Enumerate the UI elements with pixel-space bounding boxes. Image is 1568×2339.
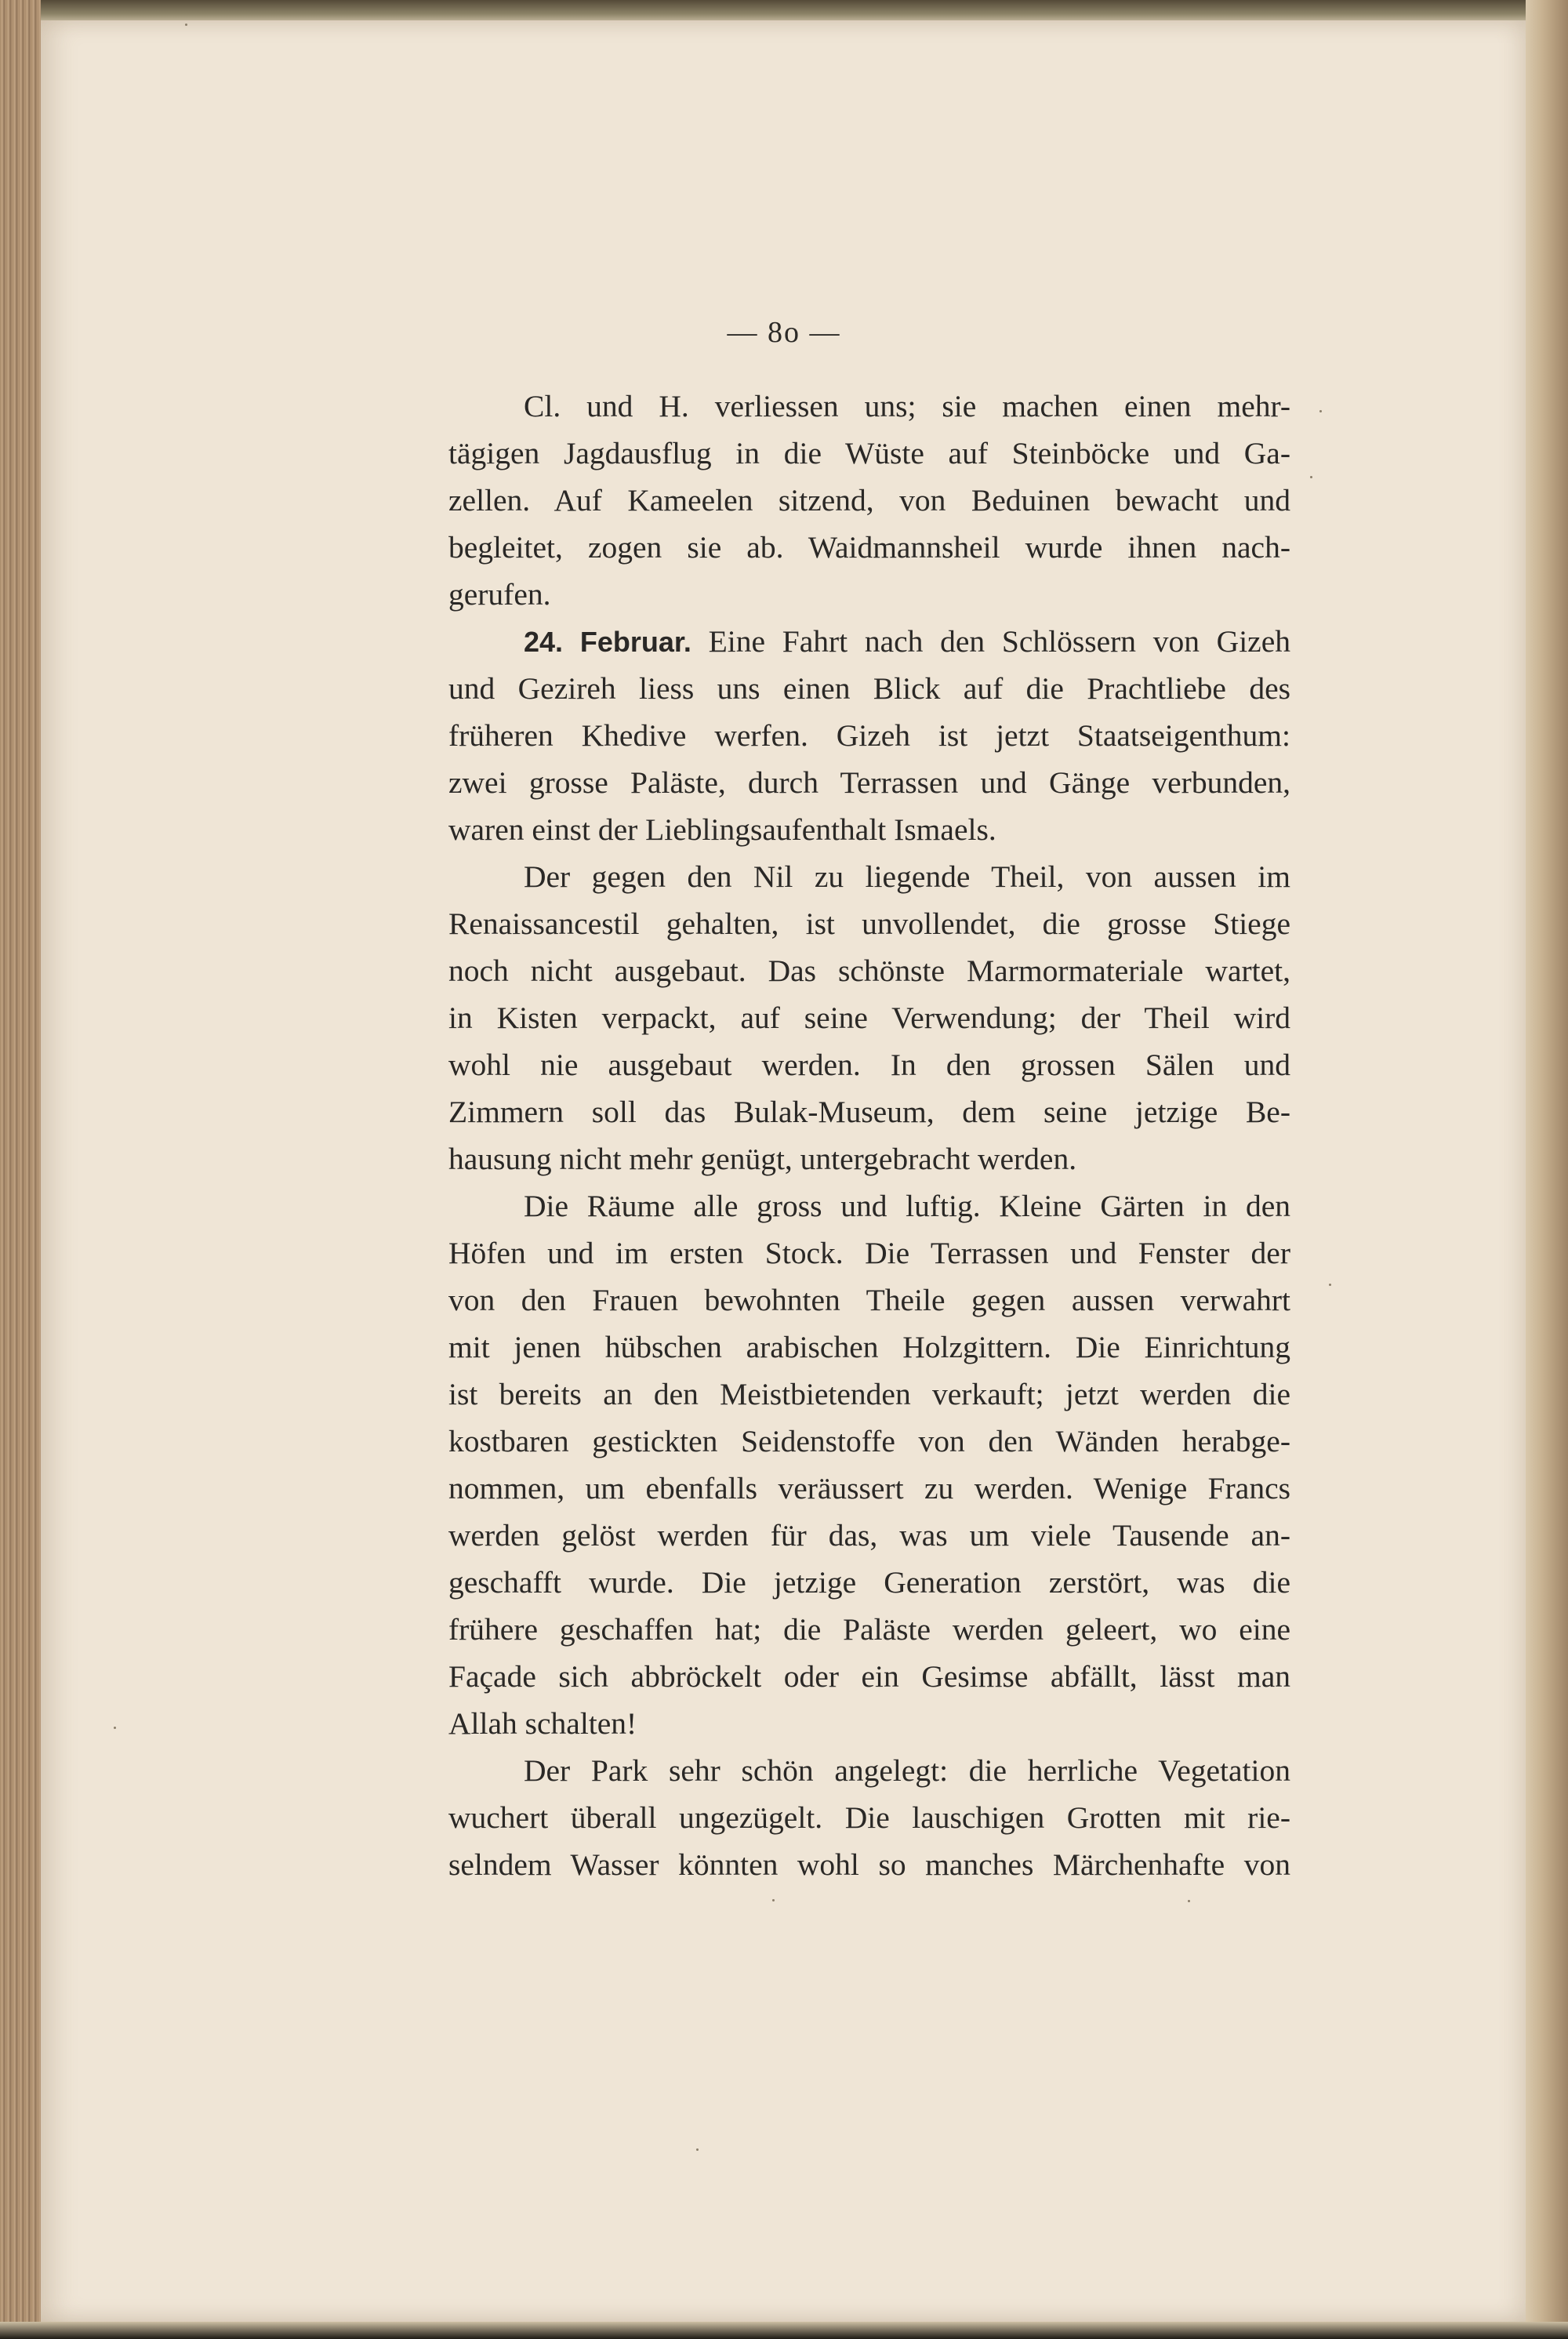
book-page-edges <box>0 0 41 2339</box>
text-line: nommen, um ebenfalls veräussert zu werden. Wenige Francs <box>448 1471 1290 1505</box>
text-line: hausung nicht mehr genügt, untergebracht werden. <box>448 1142 1077 1176</box>
paper-speck <box>1188 1900 1190 1902</box>
paragraph <box>373 1182 1290 1747</box>
paragraph <box>373 1747 1290 1888</box>
text-line: begleitet, zogen sie ab. Waidmannsheil wurde ihnen nach- <box>448 530 1290 565</box>
text-line: werden gelöst werden für das, was um viele Tausende an- <box>448 1518 1290 1553</box>
date-heading: 24. Februar. <box>524 626 691 658</box>
text-line: wohl nie ausgebaut werden. In den grossen Sälen und <box>448 1048 1290 1082</box>
text-line: geschafft wurde. Die jetzige Generation zerstört, was die <box>448 1565 1290 1600</box>
text-line <box>373 618 1290 665</box>
paper-speck <box>772 1899 775 1901</box>
text-line: ist bereits an den Meistbietenden verkauft; jetzt werden die <box>448 1377 1290 1411</box>
text-line: Der Park sehr schön angelegt: die herrliche Vegetation <box>524 1753 1290 1788</box>
book-right-edge <box>1526 0 1568 2339</box>
text-line: Zimmern soll das Bulak-Museum, dem seine jetzige Be- <box>448 1095 1290 1129</box>
text-line: zwei grosse Paläste, durch Terrassen und Gänge verbunden, <box>448 765 1290 800</box>
book-bottom-edge <box>0 2322 1568 2339</box>
paper-speck <box>1310 476 1312 478</box>
paragraph <box>373 853 1290 1182</box>
text-line: Der gegen den Nil zu liegende Theil, von aussen im <box>524 859 1290 894</box>
text-line: von den Frauen bewohnten Theile gegen aussen verwahrt <box>448 1283 1290 1317</box>
text-line: früheren Khedive werfen. Gizeh ist jetzt Staatseigenthum: <box>448 718 1290 753</box>
text-line: und Gezireh liess uns einen Blick auf die Prachtliebe des <box>448 671 1290 706</box>
text-line: zellen. Auf Kameelen sitzend, von Beduinen bewacht und <box>448 483 1290 518</box>
paper-speck <box>114 1727 116 1729</box>
text-line: kostbaren gestickten Seidenstoffe von den Wänden herabge- <box>448 1424 1290 1458</box>
paper-speck <box>1319 410 1322 412</box>
text-line-rest: Eine Fahrt nach den Schlössern von Gizeh <box>691 624 1290 659</box>
page-number: — 8o — <box>727 316 841 349</box>
text-line: noch nicht ausgebaut. Das schönste Marmormateriale wartet, <box>448 953 1290 988</box>
paper-speck <box>696 2148 699 2151</box>
text-line: Die Räume alle gross und luftig. Kleine Gärten in den <box>524 1189 1290 1223</box>
body-text <box>373 383 1290 1888</box>
text-line: Renaissancestil gehalten, ist unvollendet, die grosse Stiege <box>448 906 1290 941</box>
paper-speck <box>185 24 187 26</box>
paragraph <box>373 383 1290 618</box>
text-line: waren einst der Lieblingsaufenthalt Ismaels. <box>448 812 996 847</box>
text-line: in Kisten verpackt, auf seine Verwendung; der Theil wird <box>448 1001 1290 1035</box>
paragraph <box>373 618 1290 853</box>
paper-speck <box>1329 1284 1331 1286</box>
text-line: Façade sich abbröckelt oder ein Gesimse abfällt, lässt man <box>448 1659 1290 1694</box>
text-line: wuchert überall ungezügelt. Die lauschigen Grotten mit rie- <box>448 1800 1290 1835</box>
text-line: gerufen. <box>448 577 551 612</box>
text-line: mit jenen hübschen arabischen Holzgittern. Die Einrichtung <box>448 1330 1290 1364</box>
text-line: Allah schalten! <box>448 1706 637 1741</box>
text-line: selndem Wasser könnten wohl so manches Märchenhafte von <box>448 1847 1290 1882</box>
text-line: tägigen Jagdausflug in die Wüste auf Steinböcke und Ga- <box>448 436 1290 470</box>
text-line: frühere geschaffen hat; die Paläste werden geleert, wo eine <box>448 1612 1290 1647</box>
text-line: Höfen und im ersten Stock. Die Terrassen und Fenster der <box>448 1236 1290 1270</box>
text-line: Cl. und H. verliessen uns; sie machen einen mehr- <box>524 389 1290 423</box>
